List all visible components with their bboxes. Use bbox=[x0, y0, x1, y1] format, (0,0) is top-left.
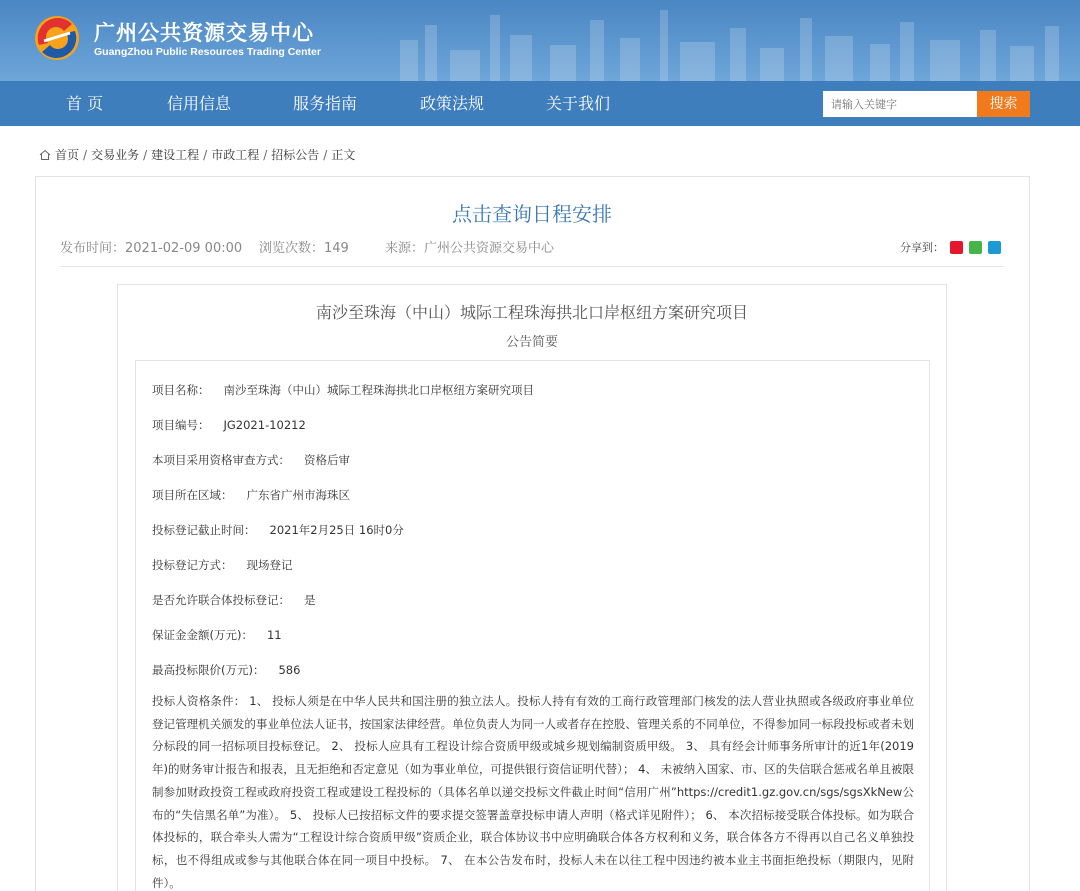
weibo-icon[interactable] bbox=[950, 241, 963, 254]
site-title: 广州公共资源交易中心 bbox=[94, 21, 314, 45]
search-input[interactable] bbox=[823, 91, 977, 117]
field-label: 保证金金额(万元)： bbox=[152, 628, 253, 642]
meta-divider bbox=[60, 266, 1004, 267]
breadcrumb-separator: / bbox=[83, 147, 88, 162]
field-label: 投标登记方式： bbox=[152, 558, 233, 572]
nav-item-about-us[interactable]: 关于我们 bbox=[546, 94, 611, 113]
site-header bbox=[0, 0, 1080, 81]
field-project-number bbox=[152, 417, 306, 433]
field-deposit-amount bbox=[152, 627, 282, 643]
notice-subtitle: 公告简要 bbox=[505, 335, 558, 350]
publish-time: 发布时间：2021-02-09 00:00 bbox=[60, 241, 243, 256]
breadcrumb-separator: / bbox=[203, 147, 208, 162]
field-label: 项目所在区域： bbox=[152, 488, 233, 502]
field-project-region bbox=[152, 487, 350, 503]
site-subtitle: GuangZhou Public Resources Trading Center bbox=[94, 46, 321, 58]
field-review-method bbox=[152, 452, 350, 468]
field-value: 是 bbox=[304, 593, 316, 607]
field-value: JG2021-10212 bbox=[223, 418, 306, 432]
field-value: 2021年2月25日 16时0分 bbox=[269, 523, 404, 537]
breadcrumb-separator: / bbox=[143, 147, 148, 162]
wechat-icon[interactable] bbox=[969, 241, 982, 254]
breadcrumb-municipal[interactable]: 市政工程 bbox=[211, 148, 260, 162]
search-button[interactable]: 搜索 bbox=[977, 91, 1030, 117]
breadcrumb-construction[interactable]: 建设工程 bbox=[151, 148, 200, 162]
nav-item-credit-info[interactable]: 信用信息 bbox=[167, 94, 232, 113]
site-logo-icon[interactable] bbox=[34, 15, 80, 61]
breadcrumb bbox=[39, 146, 355, 163]
field-value: 11 bbox=[266, 628, 282, 642]
share-bar bbox=[900, 239, 1001, 255]
schedule-query-link[interactable]: 点击查询日程安排 bbox=[452, 202, 612, 226]
breadcrumb-trading-business[interactable]: 交易业务 bbox=[91, 148, 140, 162]
field-joint-bidding bbox=[152, 592, 316, 608]
nav-item-home[interactable]: 首 页 bbox=[66, 94, 104, 113]
breadcrumb-tender-notice[interactable]: 招标公告 bbox=[271, 148, 320, 162]
field-value: 南沙至珠海（中山）城际工程珠海拱北口岸枢纽方案研究项目 bbox=[223, 383, 534, 397]
field-label: 项目名称： bbox=[152, 383, 210, 397]
article-source: 来源：广州公共资源交易中心 bbox=[385, 241, 555, 256]
field-project-name bbox=[152, 382, 534, 398]
view-count: 浏览次数：149 bbox=[259, 241, 349, 256]
field-registration-method bbox=[152, 557, 293, 573]
field-label: 项目编号： bbox=[152, 418, 210, 432]
nav-item-policies[interactable]: 政策法规 bbox=[420, 94, 485, 113]
field-value: 586 bbox=[278, 663, 301, 677]
project-title: 南沙至珠海（中山）城际工程珠海拱北口岸枢纽方案研究项目 bbox=[315, 303, 748, 322]
field-label: 本项目采用资格审查方式： bbox=[152, 453, 290, 467]
field-value: 现场登记 bbox=[246, 558, 293, 572]
bidder-qualification-text: 投标人资格条件： 1、 投标人须是在中华人民共和国注册的独立法人。投标人持有有效的工商行政管理部门核发的法人营业执照或各级政府事业单位登记管理机关颁发的事业单位法人证书，按国家法律经营。单位负责人为同一人或者存在控股、管理关系的不同单位，不得参加同一标段投标或者未划分标段的同一招标项目投标登记。 2、 投标人应具有工程设计综合资质甲级或城乡规划编制资质甲级。 3、 具有经会计师事务所审计的近1年(2019年)的财务审计报告和报表，且无拒绝和否定意见（如为事业单位，可提供银行资信证明代替）； 4、 未被纳入国家、市、区的失信联合惩戒名单且被限制参加财政投资工程或政府投资工程或建设工程投标的（具体名单以递交投标文件截止时间“信用广州”https://credit1.gz.gov.cn/sgs/sgsXkNew公布的“失信黑名单”为准）。 5、 投标人已按招标文件的要求提交签署盖章投标申请人声明（格式详见附件）； 6、 本次招标接受联合体投标。如为联合体投标的，联合牵头人需为“工程设计综合资质甲级”资质企业，联合体协议书中应明确联合体各方权利和义务，联合体各方不得再以自己名义单独投标，也不得组成或参与其他联合体在同一项目中投标。 7、 在本公告发布时，投标人未在以往工程中因违约被本业主书面拒绝投标（期限内，见附件）。 bbox=[152, 694, 914, 890]
field-registration-deadline bbox=[152, 522, 404, 538]
field-label: 最高投标限价(万元)： bbox=[152, 663, 265, 677]
field-value: 广东省广州市海珠区 bbox=[246, 488, 350, 502]
field-label: 投标登记截止时间： bbox=[152, 523, 256, 537]
home-icon bbox=[39, 149, 51, 161]
breadcrumb-separator: / bbox=[323, 147, 328, 162]
field-label: 是否允许联合体投标登记： bbox=[152, 593, 290, 607]
nav-item-service-guide[interactable]: 服务指南 bbox=[293, 94, 358, 113]
share-label: 分享到： bbox=[900, 241, 944, 254]
breadcrumb-home[interactable]: 首页 bbox=[55, 148, 80, 162]
field-value: 资格后审 bbox=[304, 453, 350, 467]
breadcrumb-separator: / bbox=[263, 147, 268, 162]
field-max-bid-price bbox=[152, 662, 300, 678]
qq-icon[interactable] bbox=[988, 241, 1001, 254]
breadcrumb-current: 正文 bbox=[331, 148, 356, 162]
skyline-decoration bbox=[380, 0, 1080, 81]
